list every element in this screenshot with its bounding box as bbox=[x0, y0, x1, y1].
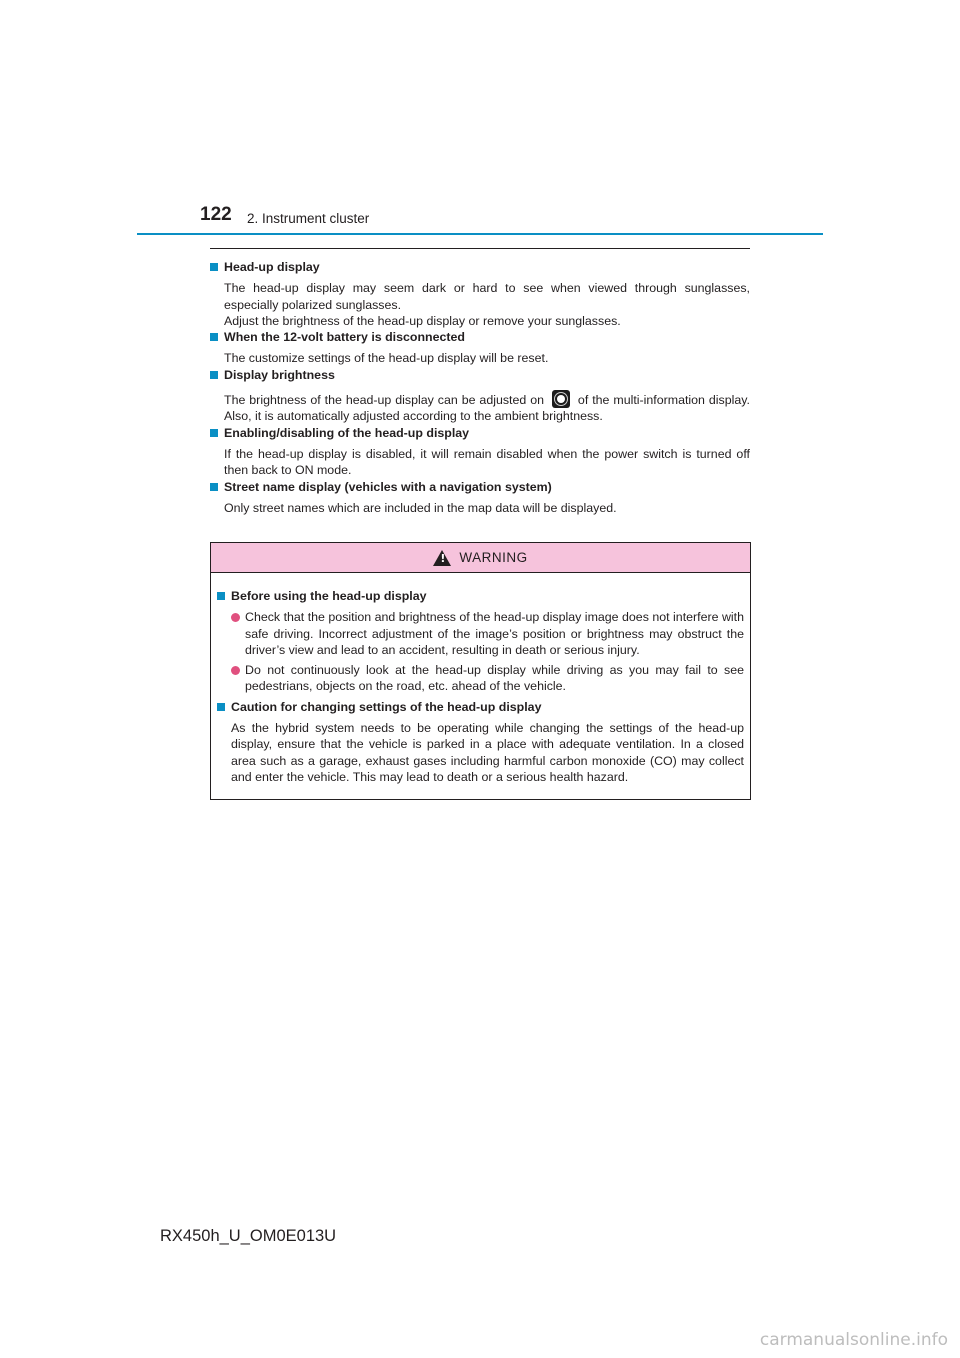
item-heading: Enabling/disabling of the head-up display bbox=[224, 425, 470, 440]
warning-header bbox=[211, 543, 750, 573]
warning-bullet-item: Check that the position and brightness of the head-up display image does not interfere with safe driving. Incorrect adjustment of the image’s position or brightness may obstruct the driver’s view and lead to an accident, resulting in death or serious injury. bbox=[231, 609, 744, 658]
content-area bbox=[210, 259, 750, 516]
circle-bullet-icon bbox=[231, 666, 240, 675]
item-heading: Head-up display bbox=[224, 260, 320, 274]
item-paragraph: The customize settings of the head-up display will be reset. bbox=[224, 351, 549, 366]
square-bullet-icon bbox=[210, 429, 218, 437]
item-paragraph: If the head-up display is disabled, it will remain disabled when the power switch is turned off then back to ON mode. bbox=[224, 446, 750, 478]
section-title: 2. Instrument cluster bbox=[247, 211, 370, 226]
warning-title: WARNING bbox=[459, 550, 528, 565]
square-bullet-icon bbox=[210, 333, 218, 341]
item-street-name-display bbox=[210, 479, 750, 517]
item-paragraph: The head-up display may seem dark or hard to see when viewed through sunglasses, especially polarized sunglasses. bbox=[224, 281, 750, 312]
square-bullet-icon bbox=[217, 703, 225, 711]
square-bullet-icon bbox=[217, 592, 225, 600]
warning-section-body: As the hybrid system needs to be operating while changing the settings of the head-up display, ensure that the vehicle is parked in a place with adequate ventilation. In a closed area such as a garage, exhaust gases including harmful carbon monoxide (CO) may collect and enter the vehicle. This may lead to death or a serious health hazard. bbox=[231, 721, 744, 784]
document-code: RX450h_U_OM0E013U bbox=[160, 1227, 337, 1245]
item-paragraph: Only street names which are included in the map data will be displayed. bbox=[224, 500, 617, 515]
item-display-brightness bbox=[210, 367, 750, 425]
item-head-up-display bbox=[210, 259, 750, 329]
item-heading: When the 12-volt battery is disconnected bbox=[224, 330, 465, 345]
warning-section-heading: Before using the head-up display bbox=[231, 589, 427, 603]
warning-triangle-icon bbox=[433, 550, 451, 566]
item-heading: Display brightness bbox=[224, 367, 335, 382]
settings-gear-icon bbox=[552, 390, 570, 408]
item-battery-disconnected bbox=[210, 329, 750, 367]
content-rule bbox=[210, 248, 750, 249]
square-bullet-icon bbox=[210, 263, 218, 271]
square-bullet-icon bbox=[210, 483, 218, 491]
header-rule bbox=[137, 233, 823, 235]
item-paragraph: Adjust the brightness of the head-up display or remove your sunglasses. bbox=[224, 313, 621, 328]
warning-box bbox=[210, 542, 751, 800]
circle-bullet-icon bbox=[231, 613, 240, 622]
square-bullet-icon bbox=[210, 371, 218, 379]
item-heading: Street name display (vehicles with a navigation system) bbox=[224, 479, 552, 494]
page-number: 122 bbox=[200, 204, 232, 225]
item-text: of the multi-information display. Also, it is automatically adjusted according to the ambient brightness. bbox=[224, 393, 750, 424]
warning-bullet-item: Do not continuously look at the head-up display while driving as you may fail to see pedestrians, objects on the road, etc. ahead of the vehicle. bbox=[231, 662, 744, 695]
item-text: The brightness of the head-up display can be adjusted on bbox=[224, 393, 545, 408]
item-enabling-disabling bbox=[210, 425, 750, 479]
warning-section-heading: Caution for changing settings of the head-up display bbox=[231, 699, 542, 714]
watermark: carmanualsonline.info bbox=[759, 1330, 948, 1350]
